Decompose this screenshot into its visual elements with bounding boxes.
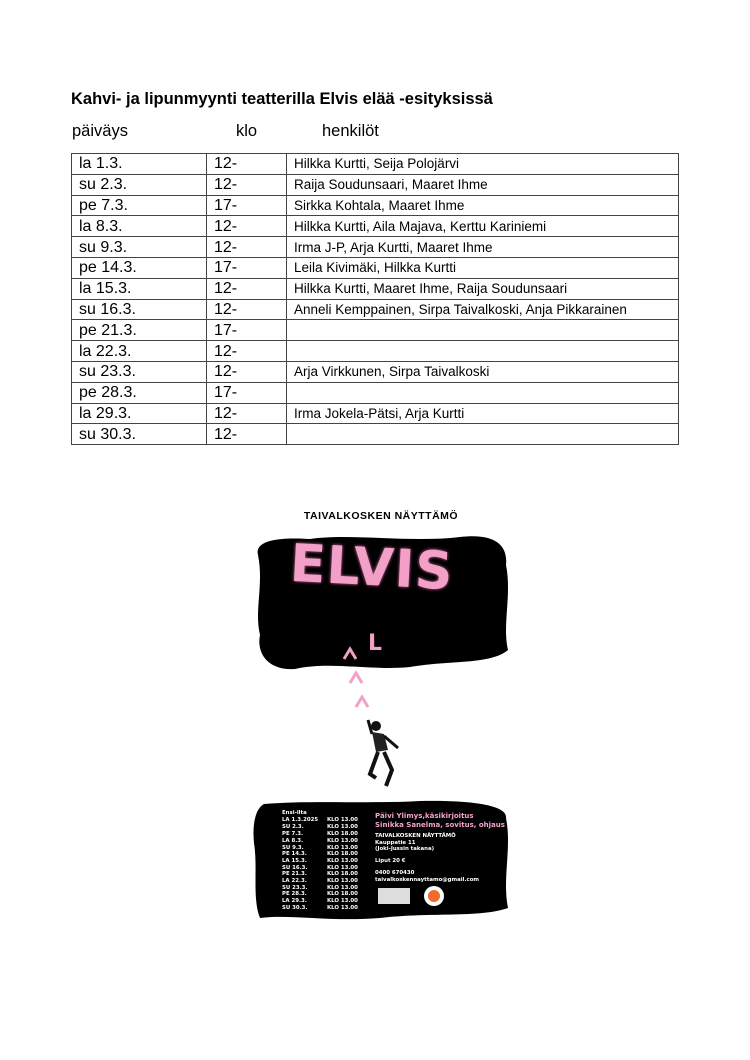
show-date: SU 16.3.	[282, 864, 308, 871]
poster-heading: TAIVALKOSKEN NÄYTTÄMÖ	[303, 510, 459, 522]
show-row	[282, 891, 377, 898]
poster-show-dates	[282, 810, 377, 912]
email-address: taivalkoskennayttamo@gmail.com	[375, 876, 480, 883]
date-cell: su 30.3.	[72, 424, 207, 445]
show-date: PE 7.3.	[282, 831, 304, 838]
show-time: KLO 13.00	[327, 884, 358, 891]
show-date: LA 29.3.	[282, 898, 307, 905]
people-cell: Hilkka Kurtti, Maaret Ihme, Raija Soudunsaari	[287, 278, 679, 299]
show-time: KLO 13.00	[327, 904, 358, 911]
people-cell: Irma J-P, Arja Kurtti, Maaret Ihme	[287, 237, 679, 258]
date-cell: la 22.3.	[72, 341, 207, 362]
time-cell: 17-	[207, 257, 287, 278]
show-date: PE 21.3.	[282, 871, 307, 878]
dancer-figure-icon	[362, 712, 402, 792]
date-cell: pe 28.3.	[72, 382, 207, 403]
column-header-time: klo	[236, 122, 258, 140]
page-title: Kahvi- ja lipunmyynti teatterilla Elvis elää -esityksissä	[71, 90, 493, 108]
time-cell: 12-	[207, 237, 287, 258]
time-cell: 12-	[207, 278, 287, 299]
venue-note: (Joki-Jussin takana)	[375, 846, 435, 853]
time-cell: 12-	[207, 299, 287, 320]
table-row	[72, 278, 679, 299]
people-cell: Irma Jokela-Pätsi, Arja Kurtti	[287, 403, 679, 424]
show-time: KLO 18.00	[327, 871, 358, 878]
venue-address: Kauppatie 11	[375, 839, 416, 846]
credits-line-2: Sinikka Sanelma, sovitus, ohjaus	[375, 821, 505, 829]
table-row	[72, 257, 679, 278]
elvis-logo-text: ELVIS	[288, 533, 456, 603]
date-cell: su 9.3.	[72, 237, 207, 258]
sponsor-logo	[378, 888, 410, 904]
time-cell: 12-	[207, 154, 287, 175]
people-cell: Leila Kivimäki, Hilkka Kurtti	[287, 257, 679, 278]
phone-number: 0400 670430	[375, 869, 415, 876]
people-cell: Hilkka Kurtti, Aila Majava, Kerttu Kariniemi	[287, 216, 679, 237]
show-row	[282, 885, 377, 892]
ticket-price: Liput 20 €	[375, 858, 406, 865]
people-cell	[287, 424, 679, 445]
table-row	[72, 424, 679, 445]
premiere-label: Ensi-ilta	[282, 810, 307, 816]
time-cell: 17-	[207, 195, 287, 216]
show-time: KLO 13.00	[327, 898, 358, 905]
show-date: LA 15.3.	[282, 857, 307, 864]
show-time: KLO 18.00	[327, 831, 358, 838]
time-cell: 12-	[207, 341, 287, 362]
elvis-poster	[250, 510, 512, 930]
table-row	[72, 320, 679, 341]
show-row	[282, 878, 377, 885]
people-cell: Arja Virkkunen, Sirpa Taivalkoski	[287, 361, 679, 382]
elvis-letter-l: L	[368, 631, 383, 656]
show-row	[282, 871, 377, 878]
premiere-date: LA 1.3.2025	[282, 816, 319, 823]
show-time: KLO 18.00	[327, 891, 358, 898]
date-cell: la 8.3.	[72, 216, 207, 237]
column-header-date: päiväys	[72, 122, 128, 140]
people-cell: Hilkka Kurtti, Seija Polojärvi	[287, 154, 679, 175]
time-cell: 12-	[207, 361, 287, 382]
show-date: SU 30.3.	[282, 904, 308, 911]
show-row	[282, 838, 377, 845]
show-row	[282, 824, 377, 831]
venue-name: TAIVALKOSKEN NÄYTTÄMÖ	[375, 833, 456, 839]
show-time: KLO 18.00	[327, 851, 358, 858]
date-cell: la 1.3.	[72, 154, 207, 175]
people-cell	[287, 320, 679, 341]
date-cell: la 29.3.	[72, 403, 207, 424]
people-cell: Sirkka Kohtala, Maaret Ihme	[287, 195, 679, 216]
table-row	[72, 195, 679, 216]
show-date: PE 28.3.	[282, 891, 307, 898]
premiere-row	[282, 817, 377, 824]
show-date: LA 22.3.	[282, 878, 307, 885]
table-row	[72, 216, 679, 237]
show-row	[282, 865, 377, 872]
show-time: KLO 13.00	[327, 878, 358, 885]
table-row	[72, 174, 679, 195]
premiere-time: KLO 13.00	[327, 816, 358, 823]
show-date: LA 8.3.	[282, 837, 304, 844]
time-cell: 17-	[207, 320, 287, 341]
show-date: SU 2.3.	[282, 824, 304, 831]
date-cell: pe 14.3.	[72, 257, 207, 278]
date-cell: su 16.3.	[72, 299, 207, 320]
time-cell: 12-	[207, 174, 287, 195]
people-cell: Anneli Kemppainen, Sirpa Taivalkoski, Anja Pikkarainen	[287, 299, 679, 320]
date-cell: su 2.3.	[72, 174, 207, 195]
table-row	[72, 237, 679, 258]
date-cell: pe 21.3.	[72, 320, 207, 341]
show-row	[282, 851, 377, 858]
show-date: SU 23.3.	[282, 884, 308, 891]
date-cell: la 15.3.	[72, 278, 207, 299]
people-cell	[287, 341, 679, 362]
poster-info	[375, 812, 515, 883]
date-cell: su 23.3.	[72, 361, 207, 382]
poster-chevrons	[340, 645, 380, 715]
time-cell: 12-	[207, 216, 287, 237]
show-row	[282, 905, 377, 912]
show-time: KLO 13.00	[327, 864, 358, 871]
table-row	[72, 382, 679, 403]
table-row	[72, 403, 679, 424]
table-row	[72, 361, 679, 382]
schedule-table	[71, 153, 679, 445]
show-row	[282, 845, 377, 852]
time-cell: 12-	[207, 403, 287, 424]
people-cell	[287, 382, 679, 403]
show-row	[282, 858, 377, 865]
show-time: KLO 13.00	[327, 824, 358, 831]
table-row	[72, 299, 679, 320]
credits-line-1: Päivi Ylimys,käsikirjoitus	[375, 812, 474, 820]
time-cell: 12-	[207, 424, 287, 445]
people-cell: Raija Soudunsaari, Maaret Ihme	[287, 174, 679, 195]
column-header-people: henkilöt	[322, 122, 379, 140]
table-row	[72, 341, 679, 362]
sponsor-round-logo	[424, 886, 444, 906]
show-row	[282, 898, 377, 905]
show-time: KLO 13.00	[327, 844, 358, 851]
show-date: SU 9.3.	[282, 844, 304, 851]
show-date: PE 14.3.	[282, 851, 307, 858]
show-row	[282, 831, 377, 838]
show-time: KLO 13.00	[327, 837, 358, 844]
time-cell: 17-	[207, 382, 287, 403]
date-cell: pe 7.3.	[72, 195, 207, 216]
table-row	[72, 154, 679, 175]
show-time: KLO 13.00	[327, 857, 358, 864]
